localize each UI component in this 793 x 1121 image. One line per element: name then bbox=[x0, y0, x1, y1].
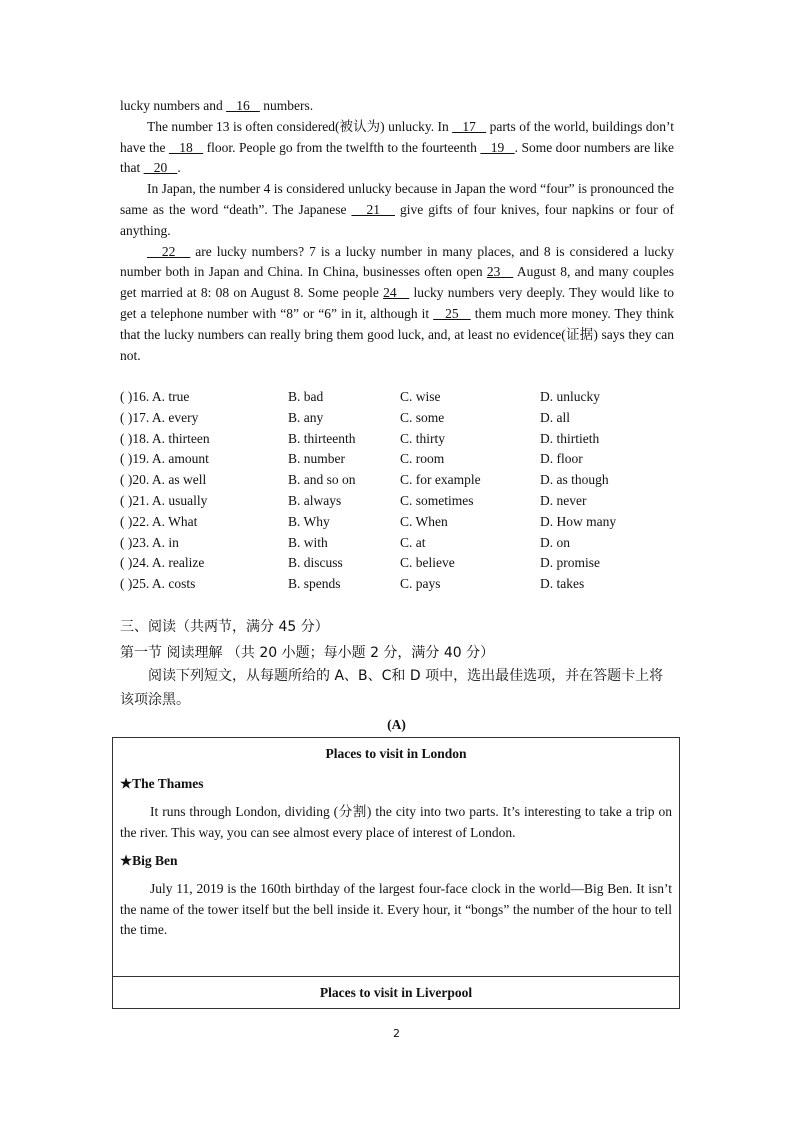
section-heading: 三、阅读（共两节，满分 45 分） bbox=[120, 619, 329, 635]
section-subheading: 第一节 阅读理解 （共 20 小题；每小题 2 分，满分 40 分） bbox=[120, 645, 495, 661]
question-23: ( )23. A. in B. with C. at D. on bbox=[120, 534, 570, 550]
cloze-paragraph-4: 22 are lucky numbers? 7 is a lucky number in many places, and 8 is considered a lucky number both in Japan and China. In China, businesses often open 23 August 8, and many couples get married at 8: 08 on August 8. Some people 24 lucky numbers very deeply. They would like to get a telephone number with “8” or “6” in it, although it 25 them much more money. They think that the lucky numbers can really bring them good luck, and, at least no evidence(证据) says they can not. bbox=[120, 243, 674, 363]
page-number: 2 bbox=[393, 1027, 400, 1040]
liverpool-box-title: Places to visit in Liverpool bbox=[319, 985, 473, 1000]
blank-17: 17 bbox=[452, 118, 487, 134]
blank-19: 19 bbox=[480, 139, 515, 155]
question-19: ( )19. A. amount B. number C. room D. floor bbox=[120, 451, 583, 467]
answer-options bbox=[120, 387, 680, 595]
blank-23: 23 bbox=[486, 264, 514, 280]
blank-16: 16 bbox=[226, 98, 260, 113]
blank-22: 22 bbox=[147, 243, 191, 259]
blank-24: 24 bbox=[383, 285, 410, 301]
question-21: ( )21. A. usually B. always C. sometimes D. never bbox=[120, 492, 587, 508]
thames-text: It runs through London, dividing (分割) the city into two parts. It’s interesting to take a trip on the river. This way, you can see almost every place of interest of London. bbox=[120, 804, 672, 840]
passage-label: (A) bbox=[387, 717, 406, 732]
reading-instruction: 阅读下列短文，从每题所给的 A、B、C和 D 项中，选出最佳选项，并在答题卡上将该项涂黑。 bbox=[120, 668, 664, 708]
blank-21: 21 bbox=[351, 201, 395, 217]
london-box bbox=[112, 737, 680, 977]
question-25: ( )25. A. costs B. spends C. pays D. takes bbox=[120, 576, 585, 592]
question-18: ( )18. A. thirteen B. thirteenth C. thirty D. thirtieth bbox=[120, 430, 600, 446]
cloze-paragraph-3: In Japan, the number 4 is considered unlucky because in Japan the word “four” is pronounced the same as the word “death”. The Japanese 21 give gifts of four knives, four napkins or four of anything. bbox=[120, 181, 674, 238]
bigben-heading: ★Big Ben bbox=[120, 853, 178, 868]
cloze-paragraph-1: lucky numbers and 16 numbers. bbox=[120, 98, 314, 113]
cloze-paragraph-2: The number 13 is often considered(被认为) unlucky. In 17 parts of the world, buildings don’t have the 18 floor. People go from the twelfth to the fourteenth 19 . Some door numbers are like that 20 . bbox=[120, 118, 675, 176]
question-22: ( )22. A. What B. Why C. When D. How many bbox=[120, 513, 617, 529]
liverpool-box bbox=[112, 976, 680, 1009]
question-20: ( )20. A. as well B. and so on C. for example D. as though bbox=[120, 472, 609, 488]
question-16: ( )16. A. true B. bad C. wise D. unlucky bbox=[120, 389, 600, 404]
blank-20: 20 bbox=[143, 160, 178, 176]
cloze-passage bbox=[120, 96, 674, 366]
london-box-title: Places to visit in London bbox=[325, 746, 467, 761]
thames-heading: ★The Thames bbox=[120, 776, 204, 791]
blank-18: 18 bbox=[168, 139, 204, 155]
blank-25: 25 bbox=[433, 305, 471, 321]
question-24: ( )24. A. realize B. discuss C. believe D. promise bbox=[120, 555, 600, 571]
question-17: ( )17. A. every B. any C. some D. all bbox=[120, 409, 570, 425]
bigben-text: July 11, 2019 is the 160th birthday of the largest four-face clock in the world—Big Ben. It isn’t the name of the tower itself but the bell inside it. Every hour, it “bongs” the number of the hour to tell the time. bbox=[120, 881, 672, 937]
